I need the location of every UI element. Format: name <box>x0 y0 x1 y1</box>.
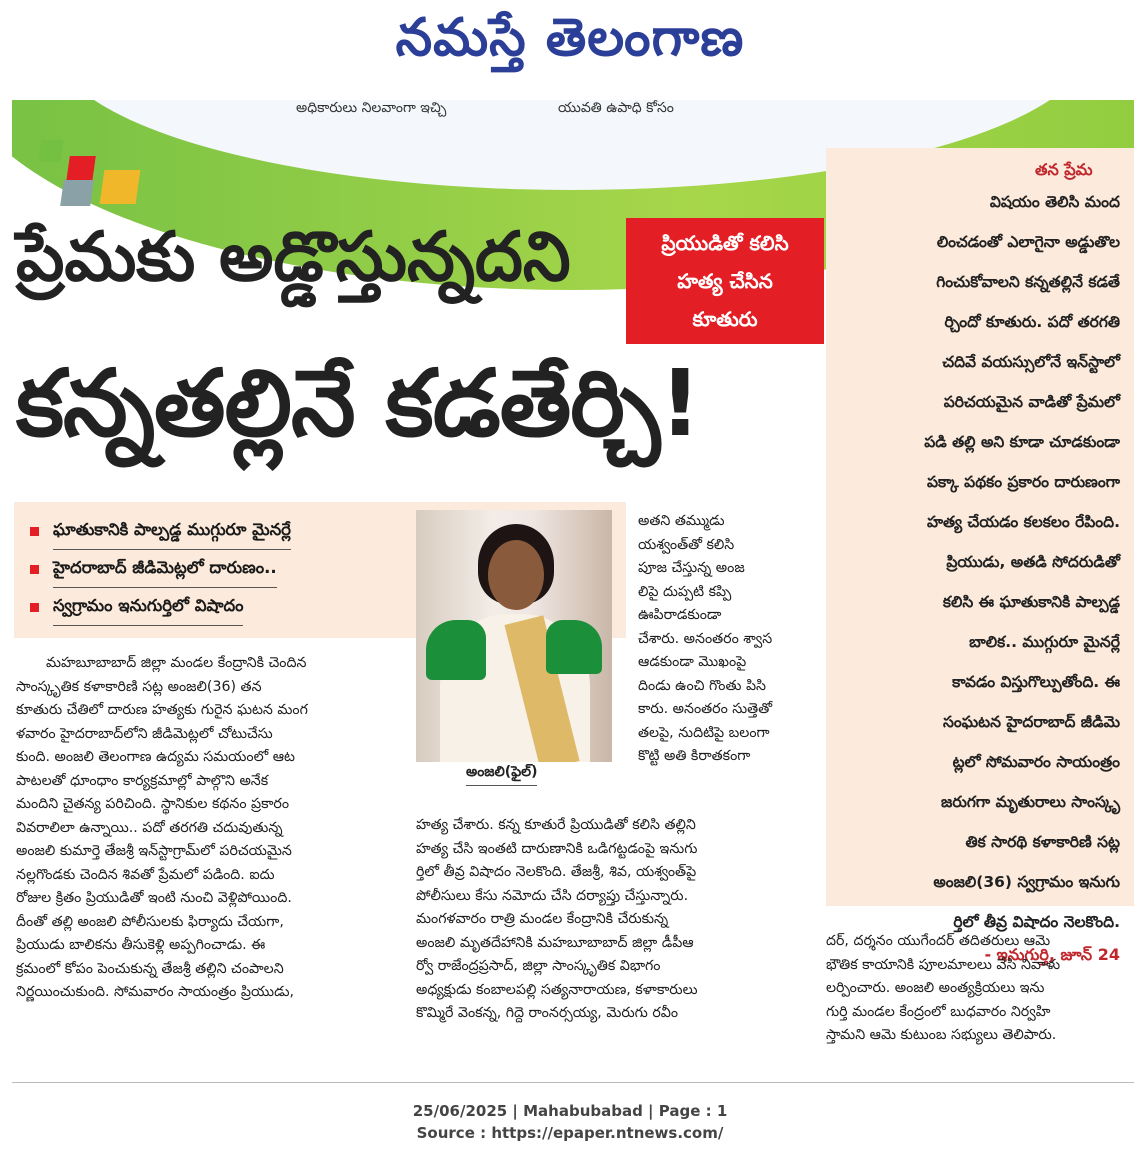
article-line: సాంస్కృతిక కళాకారిణి సట్ల అంజలి(36) తన <box>16 678 262 695</box>
summary-line: పక్కా పథకం ప్రకారం దారుణంగా <box>926 473 1120 491</box>
summary-line: ర్చిందో కూతురు. పదో తరగతి <box>944 313 1120 331</box>
newspaper-page <box>12 100 1134 1080</box>
article-line: అంజలి కుమార్తె తేజశ్రీ ఇన్‌స్టాగ్రామ్‌లో పరిచయమైన <box>16 843 292 859</box>
summary-line: ప్రియుడు, అతడి సోదరుడితో <box>946 553 1120 571</box>
footer-source: Source : https://epaper.ntnews.com/ <box>416 1124 724 1142</box>
article-line: ర్తిలో తీవ్ర విషాదం నెలకొంది. తేజశ్రీ, శివ, యశ్వంత్‌పై <box>416 864 697 880</box>
red-box-line: హత్య చేసిన <box>677 269 773 293</box>
article-line: చేశారు. అనంతరం శ్వాస <box>638 630 773 647</box>
article-line: ఆడకుండా మొఖంపై <box>638 654 747 670</box>
decor-square-green <box>38 140 63 162</box>
article-line: అతని తమ్ముడు <box>638 513 725 529</box>
photo-caption: అంజలి(ఫైల్) <box>466 764 537 786</box>
headline-line-2: కన్నతల్లినే కడతేర్చి! <box>16 350 701 457</box>
article-line: పాటలతో ధూంధాం కార్యక్రమాల్లో పాల్గొని అనేక <box>16 772 269 789</box>
bullet-icon <box>30 527 39 536</box>
victim-photo <box>416 510 612 762</box>
article-line: దిండు ఉంచి గొంతు పిసి <box>638 677 766 694</box>
article-column-2-top <box>638 510 822 769</box>
article-line: నల్లగొండకు చెందిన శివతో ప్రేమలో పడింది. ఐదు <box>16 866 275 883</box>
headline-line-1: ప్రేమకు అడ్డొస్తున్నదని <box>16 218 571 297</box>
summary-line: గించుకోవాలని కన్నతల్లినే కడతే <box>936 273 1120 291</box>
article-line: ప్రియుడు బాలికను తీసుకెళ్లి అప్పగించాడు. ఈ <box>16 937 266 953</box>
article-line: మహబూబాబాద్ జిల్లా మండల కేంద్రానికి చెందిన <box>46 655 307 671</box>
article-line: కారు. అనంతరం సుత్తెతో <box>638 701 773 717</box>
summary-line: ట్లలో సోమవారం సాయంత్రం <box>952 753 1120 771</box>
red-highlight-box <box>626 218 824 344</box>
article-line: లిపై దుప్పటి కప్పి <box>638 583 732 600</box>
article-line: గుర్తి మండల కేంద్రంలో బుధవారం నిర్వహి <box>826 1003 1051 1020</box>
summary-line: బాలిక.. ముగ్గురూ మైనర్లే <box>969 633 1120 651</box>
summary-line: ర్తిలో తీవ్ర విషాదం నెలకొంది. <box>953 913 1120 931</box>
summary-line: అంజలి(36) స్వగ్రామం ఇనుగు <box>933 873 1120 891</box>
article-line: కొట్టి అతి కిరాతకంగా <box>638 748 751 764</box>
article-line: పూజ చేస్తున్న అంజ <box>638 560 745 576</box>
article-line: పోలీసులు కేసు నమోదు చేసి దర్యాప్తు చేస్తున్నారు. <box>416 887 689 904</box>
article-line: లర్పించారు. అంజలి అంత్యక్రియలు ఇను <box>826 980 1045 996</box>
article-line: స్తామని ఆమె కుటుంబ సభ్యులు తెలిపారు. <box>826 1027 1057 1043</box>
footer-divider <box>12 1082 1134 1083</box>
highlight-text: స్వగ్రామం ఇనుగుర్తిలో విషాదం <box>53 588 243 626</box>
article-line: రోజుల క్రితం ప్రియుడితో ఇంటి నుంచి వెళ్లిపోయింది. <box>16 890 292 906</box>
summary-line: పరిచయమైన వాడితో ప్రేమలో <box>943 393 1120 411</box>
article-line: కూతురు చేతిలో దారుణ హత్యకు గురైన ఘటన మంగ <box>16 702 308 718</box>
summary-lines <box>840 182 1120 942</box>
red-box-line: ప్రియుడితో కలిసి <box>661 231 789 255</box>
bullet-icon <box>30 603 39 612</box>
article-line: కుంది. అంజలి తెలంగాణ ఉద్యమ సమయంలో ఆట <box>16 749 296 765</box>
article-line: అధ్యక్షుడు కంబాలపల్లి సత్యనారాయణ, కళాకారులు <box>416 981 698 998</box>
summary-line: సంఘటన హైదరాబాద్ జీడిమె <box>942 713 1120 731</box>
article-line: తలపై, నుదిటిపై బలంగా <box>638 724 770 741</box>
article-line: క్రమంలో కోపం పెంచుకున్న తేజశ్రీ తల్లిని చంపాలని <box>16 960 284 977</box>
article-line: మందిని చైతన్య పరిచింది. స్థానికుల కథనం ప్రకారం <box>16 796 290 812</box>
newspaper-logo: నమస్తే తెలంగాణ <box>395 8 745 68</box>
summary-line: హత్య చేయడం కలకలం రేపింది. <box>926 513 1120 531</box>
summary-line: చదివే వయస్సులోనే ఇన్‌స్టాలో <box>942 353 1120 371</box>
footer-edition-info: 25/06/2025 | Mahabubabad | Page : 1 <box>412 1102 728 1120</box>
highlight-text: ఘాతుకానికి పాల్పడ్డ ముగ్గురూ మైనర్లే <box>53 512 291 550</box>
red-box-line: కూతురు <box>692 307 758 331</box>
previous-article-text-left: అధికారులు నిలవాంగా ఇచ్చి <box>296 100 447 116</box>
article-line: హత్య చేసి ఇంతటి దారుణానికి ఒడిగట్టడంపై ఇనుగు <box>416 840 698 857</box>
article-line: యశ్వంత్‌తో కలిసి <box>638 536 735 553</box>
masthead <box>0 0 1140 100</box>
summary-line: కావడం విస్తుగొల్పుతోంది. ఈ <box>952 673 1120 691</box>
summary-line: పడి తల్లి అని కూడా చూడకుండా <box>924 433 1120 451</box>
summary-line: విషయం తెలిసి మంద <box>989 193 1120 211</box>
dateline: - ఇనుగుర్తి, జూన్ 24 <box>984 945 1120 964</box>
decor-square-red <box>66 156 96 182</box>
article-line: మంగళవారం రాత్రి మండల కేంద్రానికి చేరుకున్న <box>416 911 669 927</box>
summary-line: జరుగగా మృతురాలు సాంస్కృ <box>941 793 1120 811</box>
article-column-3 <box>824 930 1134 1048</box>
summary-line: లించడంతో ఎలాగైనా అడ్డుతొల <box>936 233 1120 251</box>
article-line: ఊపిరాడకుండా <box>638 607 722 623</box>
article-line: దర్, దర్శనం యుగేందర్ తదితరులు ఆమె <box>826 933 1051 949</box>
decor-square-grey <box>60 180 94 206</box>
article-line: అంజలి మృతదేహానికి మహబూబాబాద్ జిల్లా డీపీఆ <box>416 934 694 951</box>
article-line: హత్య చేశారు. కన్న కూతురే ప్రియుడితో కలిసి తల్లిని <box>416 817 696 833</box>
summary-line: తిక సారథి కళాకారిణి సట్ల <box>965 833 1120 851</box>
decor-square-yellow <box>100 170 141 204</box>
highlight-text: హైదరాబాద్ జీడిమెట్లలో దారుణం.. <box>53 550 277 588</box>
article-line: ళవారం హైదరాబాద్‌లోని జీడిమెట్లలో చోటుచేసు <box>16 725 273 742</box>
summary-lead-label: తన ప్రేమ <box>1035 160 1093 179</box>
article-line: వివరాలిలా ఉన్నాయి.. పదో తరగతి చదువుతున్న <box>16 819 283 836</box>
summary-line: కలిసి ఈ ఘాతుకానికి పాల్పడ్డ <box>942 593 1120 611</box>
article-column-2-bottom <box>416 814 824 1026</box>
bullet-icon <box>30 565 39 574</box>
article-line: దీంతో తల్లి అంజలి పోలీసులకు ఫిర్యాదు చేయగా, <box>16 913 284 930</box>
article-line: కొమ్మిరే వెంకన్న, గిద్దె రాంనర్సయ్య, మెరుగు రవీం <box>416 1005 679 1021</box>
previous-article-text-right: యువతి ఉపాధి కోసం <box>558 100 674 116</box>
article-line: ర్వో రాజేంద్రప్రసాద్, జిల్లా సాంస్కృతిక విభాగం <box>416 958 661 974</box>
article-column-1 <box>16 652 410 1005</box>
article-line: నిర్ణయించుకుంది. సోమవారం సాయంత్రం ప్రియుడు, <box>16 984 295 1000</box>
article-line: భౌతిక కాయానికి పూలమాలలు వేసి నివాళు <box>826 956 1061 973</box>
